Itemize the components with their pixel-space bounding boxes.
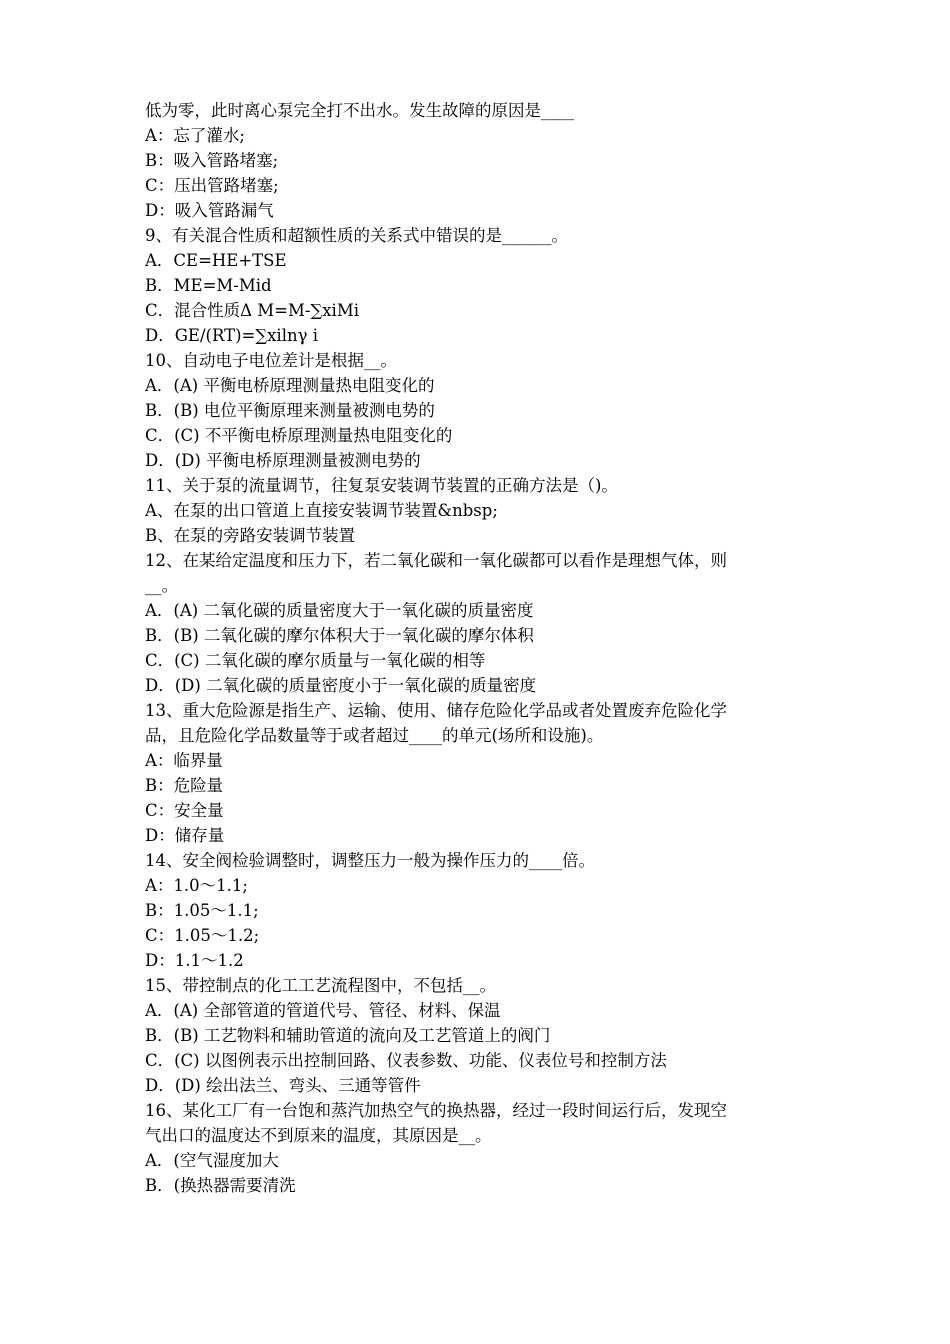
text-line: A．(A) 平衡电桥原理测量热电阻变化的 <box>145 376 435 395</box>
text-line: B、在泵的旁路安装调节装置 <box>145 526 356 545</box>
text-line: A．CE=HE+TSE <box>145 251 287 270</box>
text-line: A：1.0～1.1; <box>145 876 248 895</box>
question-16: 16、某化工厂有一台饱和蒸汽加热空气的换热器，经过一段时间运行后，发现空 <box>145 1101 727 1120</box>
question-9: 9、有关混合性质和超额性质的关系式中错误的是______。 <box>145 226 568 245</box>
text-line: 气出口的温度达不到原来的温度，其原因是__。 <box>145 1126 492 1145</box>
question-10: 10、自动电子电位差计是根据__。 <box>145 351 397 370</box>
text-line: B．(B) 电位平衡原理来测量被测电势的 <box>145 401 435 420</box>
text-line: B．(换热器需要清洗 <box>145 1176 296 1195</box>
text-line: 品，且危险化学品数量等于或者超过____的单元(场所和设施)。 <box>145 726 604 745</box>
question-11: 11、关于泵的流量调节，往复泵安装调节装置的正确方法是（)。 <box>145 476 618 495</box>
text-line: A．(空气湿度加大 <box>145 1151 279 1170</box>
text-line: D：储存量 <box>145 826 225 845</box>
text-line: C．(C) 以图例表示出控制回路、仪表参数、功能、仪表位号和控制方法 <box>145 1051 667 1070</box>
text-line: A．(A) 二氧化碳的质量密度大于一氧化碳的质量密度 <box>145 601 534 620</box>
text-line: 低为零，此时离心泵完全打不出水。发生故障的原因是____ <box>145 101 574 120</box>
text-line: A：临界量 <box>145 751 223 770</box>
text-line: D．GE/(RT)=∑xilnγ i <box>145 326 319 345</box>
text-line: B：1.05～1.1; <box>145 901 259 920</box>
text-line: A、在泵的出口管道上直接安装调节装置&nbsp; <box>145 501 498 520</box>
text-line: D：1.1～1.2 <box>145 951 244 970</box>
question-15: 15、带控制点的化工工艺流程图中，不包括__。 <box>145 976 496 995</box>
document-page <box>145 98 835 1198</box>
text-line: B．(B) 二氧化碳的摩尔体积大于一氧化碳的摩尔体积 <box>145 626 534 645</box>
text-line: C．(C) 不平衡电桥原理测量热电阻变化的 <box>145 426 453 445</box>
question-12: 12、在某给定温度和压力下，若二氧化碳和一氧化碳都可以看作是理想气体，则 <box>145 551 727 570</box>
text-line: C：压出管路堵塞; <box>145 176 279 195</box>
text-line: D：吸入管路漏气 <box>145 201 274 220</box>
text-line: C：安全量 <box>145 801 224 820</box>
text-line: B．(B) 工艺物料和辅助管道的流向及工艺管道上的阀门 <box>145 1026 551 1045</box>
text-line: D．(D) 二氧化碳的质量密度小于一氧化碳的质量密度 <box>145 676 537 695</box>
text-line: D．(D) 绘出法兰、弯头、三通等管件 <box>145 1076 421 1095</box>
text-line: __。 <box>145 576 178 595</box>
text-line: C．(C) 二氧化碳的摩尔质量与一氧化碳的相等 <box>145 651 486 670</box>
text-line: B．ME=M-Mid <box>145 276 272 295</box>
question-13: 13、重大危险源是指生产、运输、使用、储存危险化学品或者处置废弃危险化学 <box>145 701 727 720</box>
text-line: C：1.05～1.2; <box>145 926 260 945</box>
text-line: B：吸入管路堵塞; <box>145 151 279 170</box>
text-line: B：危险量 <box>145 776 224 795</box>
text-line: D．(D) 平衡电桥原理测量被测电势的 <box>145 451 421 470</box>
question-14: 14、安全阀检验调整时，调整压力一般为操作压力的____倍。 <box>145 851 595 870</box>
text-line: A．(A) 全部管道的管道代号、管径、材料、保温 <box>145 1001 501 1020</box>
text-line: C．混合性质Δ M=M-∑xiMi <box>145 301 360 320</box>
text-line: A：忘了灌水; <box>145 126 245 145</box>
